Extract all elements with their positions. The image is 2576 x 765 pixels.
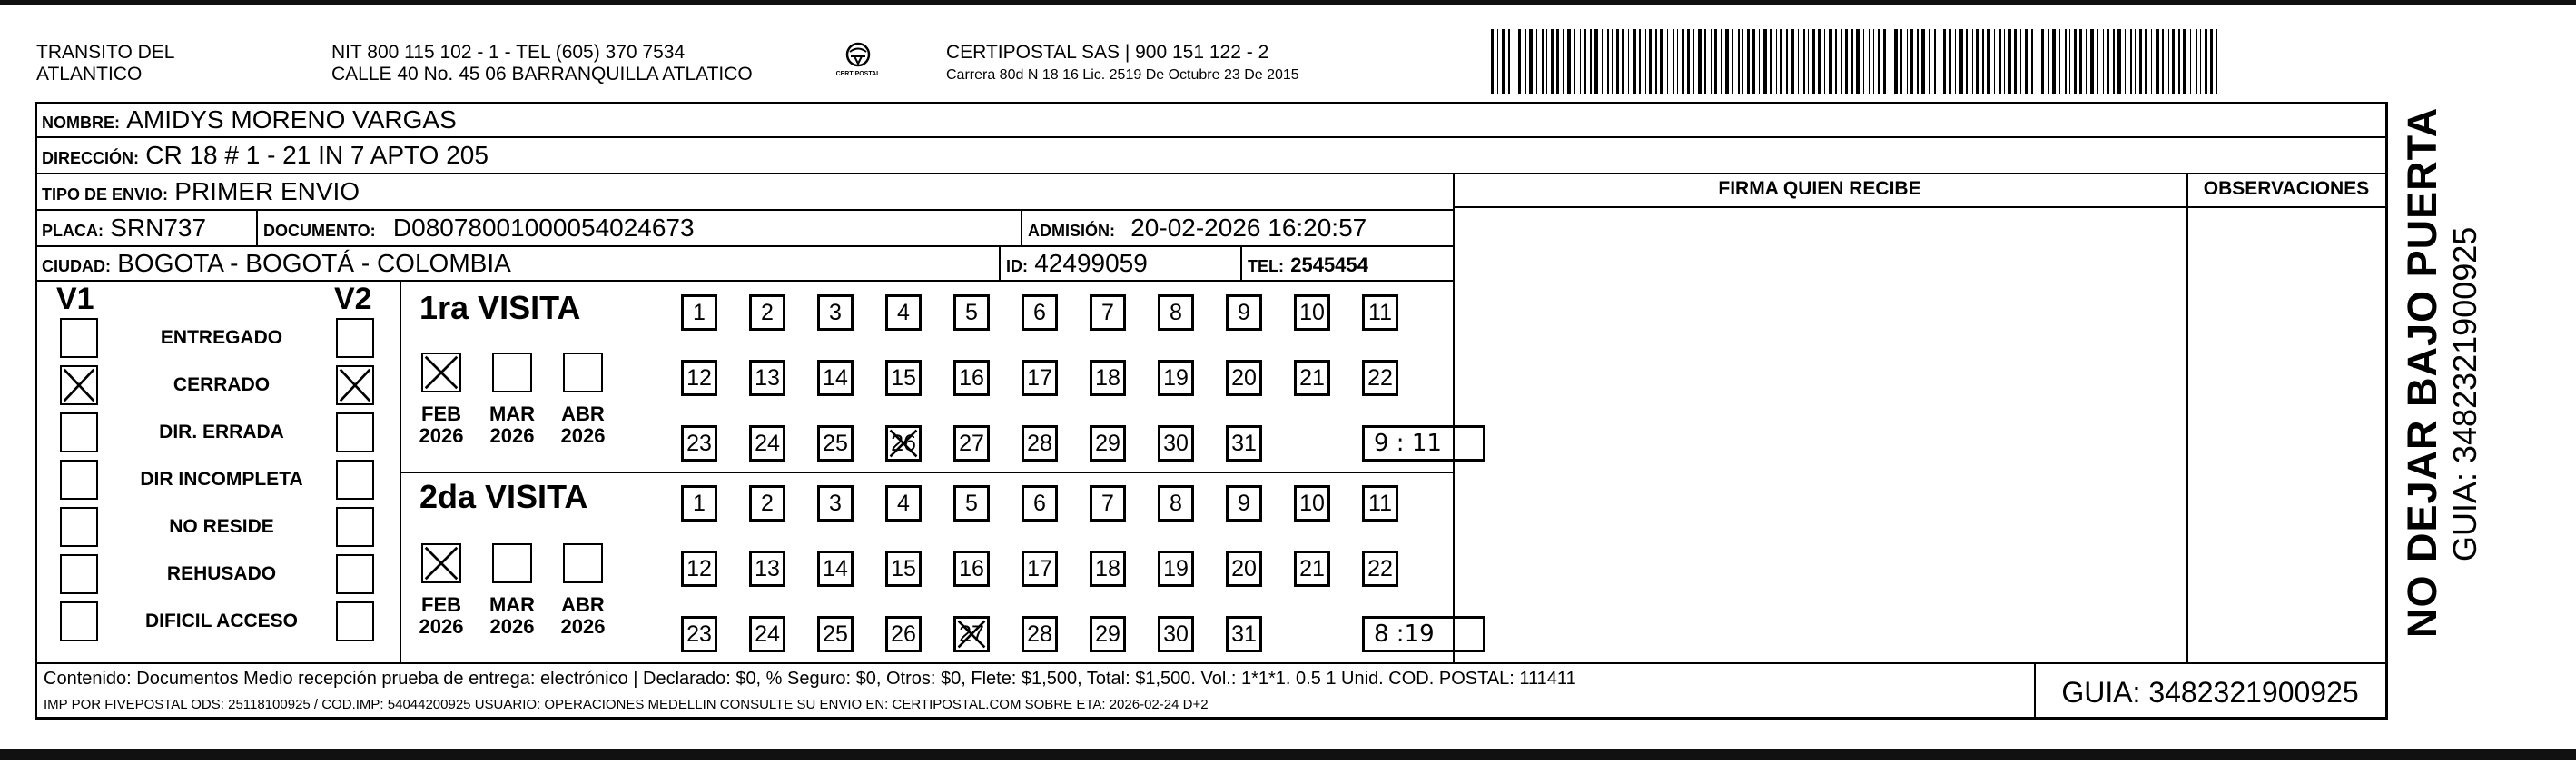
v1-checkbox-6[interactable]	[60, 554, 98, 594]
day-number: 14	[823, 365, 848, 391]
day-box[interactable]	[953, 360, 990, 396]
day-box[interactable]	[1158, 485, 1194, 522]
day-number: 3	[829, 491, 842, 516]
day-number: 11	[1368, 491, 1392, 516]
day-box[interactable]	[1022, 616, 1058, 652]
ciudad-label: CIUDAD:	[42, 257, 111, 275]
v2-checkbox-2[interactable]	[336, 365, 374, 405]
day-box[interactable]	[1022, 360, 1058, 396]
month-checkbox-abr[interactable]	[563, 353, 603, 392]
day-box[interactable]	[885, 425, 922, 462]
day-number: 21	[1299, 556, 1325, 581]
rule	[2386, 102, 2388, 720]
x-mark-icon	[956, 619, 987, 650]
day-number: 16	[959, 556, 984, 581]
direccion-label: DIRECCIÓN:	[42, 149, 139, 167]
day-number: 15	[891, 365, 916, 391]
day-box[interactable]	[681, 551, 717, 587]
day-number: 12	[686, 556, 712, 581]
day-box[interactable]	[953, 616, 990, 652]
admision-label: ADMISIÓN:	[1028, 222, 1115, 240]
status-area	[36, 309, 400, 654]
month-checkbox-abr[interactable]	[563, 543, 603, 583]
day-box[interactable]	[1158, 360, 1194, 396]
time-box[interactable]: 9 : 11	[1362, 425, 1485, 462]
month-label: MAR	[489, 593, 536, 616]
day-number: 11	[1368, 300, 1392, 325]
day-box[interactable]	[1090, 425, 1126, 462]
day-box[interactable]	[817, 616, 854, 652]
day-box[interactable]	[749, 425, 785, 462]
day-number: 13	[755, 365, 780, 391]
day-number: 28	[1027, 621, 1052, 647]
x-mark-icon	[338, 367, 372, 403]
month-checkbox-mar[interactable]	[492, 543, 532, 583]
day-number: 30	[1163, 621, 1189, 647]
top-edge-bar	[0, 0, 2576, 5]
day-number: 30	[1163, 431, 1189, 456]
x-mark-icon	[888, 428, 919, 459]
day-number: 20	[1231, 365, 1257, 391]
day-box[interactable]	[1226, 360, 1262, 396]
bottom-edge-bar	[0, 749, 2576, 760]
tipo-row	[42, 175, 360, 211]
placa-value: SRN737	[110, 214, 207, 242]
day-box[interactable]	[681, 294, 717, 331]
year-label: 2026	[560, 615, 606, 638]
year-label: 2026	[419, 615, 464, 638]
day-box[interactable]	[1226, 485, 1262, 522]
day-number: 2	[761, 491, 774, 516]
day-box[interactable]	[1294, 485, 1330, 522]
day-number: 15	[891, 556, 916, 581]
day-box[interactable]	[681, 360, 717, 396]
day-number: 6	[1033, 491, 1046, 516]
day-number: 9	[1238, 491, 1250, 516]
day-box[interactable]	[681, 616, 717, 652]
documento-value: D08078001000054024673	[392, 214, 695, 242]
v1-checkbox-3[interactable]	[60, 412, 98, 452]
placa-cell	[42, 212, 206, 247]
day-number: 12	[686, 365, 712, 391]
day-number: 13	[755, 556, 780, 581]
v2-checkbox-1[interactable]	[336, 318, 374, 358]
nombre-value: AMIDYS MORENO VARGAS	[126, 105, 457, 134]
tel-label: TEL:	[1248, 257, 1284, 275]
year-label: 2026	[489, 615, 535, 638]
day-box[interactable]	[953, 294, 990, 331]
day-number: 29	[1095, 621, 1120, 647]
month-label: FEB	[421, 402, 461, 425]
day-number: 22	[1367, 556, 1393, 581]
v1-checkbox-7[interactable]	[60, 601, 98, 641]
second-visit-block	[400, 472, 1455, 661]
company-contact	[331, 42, 753, 85]
certipostal-line: CERTIPOSTAL SAS | 900 151 122 - 2	[946, 42, 1269, 63]
day-number: 5	[965, 491, 978, 516]
id-value: 42499059	[1034, 249, 1148, 277]
v1-header: V1	[56, 282, 94, 316]
day-number: 26	[891, 431, 916, 456]
rule	[2186, 173, 2188, 663]
v2-checkbox-7[interactable]	[336, 601, 374, 641]
day-number: 20	[1231, 556, 1257, 581]
day-number: 14	[823, 556, 848, 581]
day-box[interactable]	[817, 360, 854, 396]
day-box[interactable]	[885, 294, 922, 331]
status-label: DIR INCOMPLETA	[140, 469, 303, 490]
side-guia: GUIA: 3482321900925	[2446, 226, 2483, 561]
day-number: 2	[761, 300, 774, 325]
first-visit-block	[400, 282, 1455, 471]
day-box[interactable]	[1294, 551, 1330, 587]
day-box[interactable]	[1362, 485, 1398, 522]
day-box[interactable]	[1362, 551, 1398, 587]
month-checkbox-mar[interactable]	[492, 353, 532, 392]
day-number: 3	[829, 300, 842, 325]
day-box[interactable]	[1022, 485, 1058, 522]
day-box[interactable]	[1090, 485, 1126, 522]
barcode	[1491, 29, 2221, 94]
day-box[interactable]	[749, 551, 785, 587]
first-visit-title: 1ra VISITA	[419, 289, 581, 326]
day-number: 8	[1170, 300, 1182, 325]
day-box[interactable]	[817, 425, 854, 462]
guia-box: GUIA: 3482321900925	[2061, 676, 2359, 709]
day-number: 1	[693, 300, 706, 325]
day-box[interactable]	[817, 551, 854, 587]
day-number: 17	[1027, 365, 1052, 391]
day-number: 19	[1163, 365, 1189, 391]
year-label: 2026	[489, 424, 535, 447]
month-label: ABR	[561, 593, 605, 616]
year-label: 2026	[419, 424, 464, 447]
day-box[interactable]	[1090, 551, 1126, 587]
barcode-bars	[1491, 29, 2221, 94]
x-mark-icon	[423, 354, 459, 391]
documento-label: DOCUMENTO:	[263, 222, 376, 240]
day-box[interactable]	[953, 485, 990, 522]
month-label: MAR	[489, 402, 536, 425]
v2-header: V2	[334, 282, 372, 316]
day-number: 16	[959, 365, 984, 391]
status-label: CERRADO	[173, 374, 271, 395]
day-number: 29	[1095, 431, 1120, 456]
v2-checkbox-4[interactable]	[336, 460, 374, 500]
day-box[interactable]	[1158, 425, 1194, 462]
ciudad-cell	[42, 247, 511, 283]
company-line-1: TRANSITO DEL	[36, 42, 175, 63]
day-box[interactable]	[885, 360, 922, 396]
tipo-value: PRIMER ENVIO	[174, 177, 360, 205]
day-box[interactable]	[1226, 551, 1262, 587]
day-number: 31	[1231, 431, 1257, 456]
month-label: ABR	[561, 402, 605, 425]
day-box[interactable]	[817, 294, 854, 331]
day-box[interactable]	[1022, 551, 1058, 587]
day-number: 7	[1101, 300, 1114, 325]
nombre-label: NOMBRE:	[42, 114, 120, 132]
observaciones-label: OBSERVACIONES	[2203, 178, 2370, 199]
ciudad-value: BOGOTA - BOGOTÁ - COLOMBIA	[117, 249, 511, 277]
v2-checkbox-6[interactable]	[336, 554, 374, 594]
day-box[interactable]	[1294, 360, 1330, 396]
address-line: CALLE 40 No. 45 06 BARRANQUILLA ATLATICO	[331, 64, 753, 84]
rule	[1453, 206, 2386, 208]
day-number: 4	[897, 491, 910, 516]
day-number: 10	[1299, 491, 1325, 516]
day-box[interactable]	[885, 551, 922, 587]
admision-cell	[1028, 212, 1367, 247]
day-box[interactable]	[953, 425, 990, 462]
day-number: 28	[1027, 431, 1052, 456]
day-box[interactable]	[817, 485, 854, 522]
time-box[interactable]: 8 :19	[1362, 616, 1485, 652]
day-number: 26	[891, 621, 916, 647]
day-box[interactable]	[1158, 551, 1194, 587]
rule	[999, 245, 1001, 280]
day-number: 7	[1101, 491, 1114, 516]
day-box[interactable]	[1090, 360, 1126, 396]
rule	[1021, 209, 1022, 245]
day-number: 22	[1367, 365, 1393, 391]
license-line: Carrera 80d N 18 16 Lic. 2519 De Octubre 23 De 2015	[946, 67, 1299, 83]
tipo-label: TIPO DE ENVIO:	[42, 185, 169, 204]
day-number: 19	[1163, 556, 1189, 581]
tel-value: 2545454	[1290, 253, 1368, 276]
v1-checkbox-4[interactable]	[60, 460, 98, 500]
contenido-line: Contenido: Documentos Medio recepción prueba de entrega: electrónico | Declarado: $0, % Seguro: $0, Otros: $0, Flete: $1,500, Total: $1,500. Vol.: 1*1*1. 0.5 1 Unid. COD. POSTAL: 111411	[44, 669, 1576, 689]
no-dejar-bajo-puerta: NO DEJAR BAJO PUERTA	[2399, 106, 2445, 638]
day-box[interactable]	[749, 616, 785, 652]
rule	[1240, 245, 1242, 280]
month-label: FEB	[421, 593, 461, 616]
status-label: REHUSADO	[166, 563, 277, 584]
day-box[interactable]	[1362, 294, 1398, 331]
day-box[interactable]	[1090, 616, 1126, 652]
day-number: 31	[1231, 621, 1257, 647]
day-box[interactable]	[1022, 425, 1058, 462]
id-label: ID:	[1006, 257, 1028, 275]
day-number: 25	[823, 621, 848, 647]
day-box[interactable]	[953, 551, 990, 587]
day-box[interactable]	[885, 485, 922, 522]
v1-checkbox-5[interactable]	[60, 507, 98, 547]
direccion-value: CR 18 # 1 - 21 IN 7 APTO 205	[145, 141, 489, 169]
day-number: 4	[897, 300, 910, 325]
day-box[interactable]	[749, 360, 785, 396]
documento-cell	[263, 212, 695, 247]
v1-checkbox-2[interactable]	[60, 365, 98, 405]
month-checkbox-feb[interactable]	[421, 353, 461, 392]
day-box[interactable]	[749, 294, 785, 331]
id-cell	[1006, 247, 1148, 283]
v2-checkbox-5[interactable]	[336, 507, 374, 547]
day-box[interactable]	[1362, 360, 1398, 396]
second-visit-title: 2da VISITA	[419, 478, 588, 515]
day-number: 18	[1095, 556, 1120, 581]
day-box[interactable]	[1158, 616, 1194, 652]
day-number: 23	[686, 621, 712, 647]
day-number: 24	[755, 431, 780, 456]
day-box[interactable]	[1226, 616, 1262, 652]
day-number: 8	[1170, 491, 1182, 516]
tel-cell	[1248, 247, 1368, 283]
day-box[interactable]	[1022, 294, 1058, 331]
nombre-row	[42, 104, 457, 139]
day-box[interactable]	[681, 425, 717, 462]
v2-checkbox-3[interactable]	[336, 412, 374, 452]
certipostal-info	[946, 42, 1299, 84]
day-number: 21	[1299, 365, 1325, 391]
rule	[256, 209, 258, 245]
direccion-row	[42, 139, 489, 174]
day-number: 27	[959, 621, 984, 647]
day-number: 23	[686, 431, 712, 456]
month-checkbox-feb[interactable]	[421, 543, 461, 583]
day-box[interactable]	[1226, 425, 1262, 462]
placa-label: PLACA:	[42, 222, 104, 240]
day-box[interactable]	[1226, 294, 1262, 331]
day-box[interactable]	[1158, 294, 1194, 331]
day-number: 5	[965, 300, 978, 325]
x-mark-icon	[423, 545, 459, 581]
status-label: NO RESIDE	[169, 516, 274, 537]
day-number: 10	[1299, 300, 1325, 325]
status-label: DIFICIL ACCESO	[144, 611, 298, 631]
company-name	[36, 42, 174, 85]
certipostal-logo	[834, 40, 883, 84]
day-number: 27	[959, 431, 984, 456]
firma-label: FIRMA QUIEN RECIBE	[1718, 178, 1921, 199]
status-label: DIR. ERRADA	[159, 422, 284, 442]
day-box[interactable]	[1294, 294, 1330, 331]
admision-value: 20-02-2026 16:20:57	[1130, 214, 1367, 242]
day-number: 9	[1238, 300, 1250, 325]
day-number: 18	[1095, 365, 1120, 391]
day-box[interactable]	[1090, 294, 1126, 331]
nit-line: NIT 800 115 102 - 1 - TEL (605) 370 7534	[331, 42, 686, 63]
x-mark-icon	[62, 367, 96, 403]
day-box[interactable]	[885, 616, 922, 652]
imp-line: IMP POR FIVEPOSTAL ODS: 25118100925 / COD.IMP: 54044200925 USUARIO: OPERACIONES MEDELLIN CONSULTE SU ENVIO EN: CERTIPOSTAL.COM SOBRE ETA: 2026-02-24 D+2	[44, 697, 1209, 712]
day-box[interactable]	[749, 485, 785, 522]
logo-text: CERTIPOSTAL	[835, 71, 881, 77]
v1-checkbox-1[interactable]	[60, 318, 98, 358]
status-label: ENTREGADO	[160, 327, 283, 348]
day-number: 17	[1027, 556, 1052, 581]
day-number: 6	[1033, 300, 1046, 325]
day-number: 24	[755, 621, 780, 647]
day-box[interactable]	[681, 485, 717, 522]
day-number: 1	[693, 491, 706, 516]
company-line-2: ATLANTICO	[36, 64, 143, 84]
day-number: 25	[823, 431, 848, 456]
year-label: 2026	[560, 424, 606, 447]
